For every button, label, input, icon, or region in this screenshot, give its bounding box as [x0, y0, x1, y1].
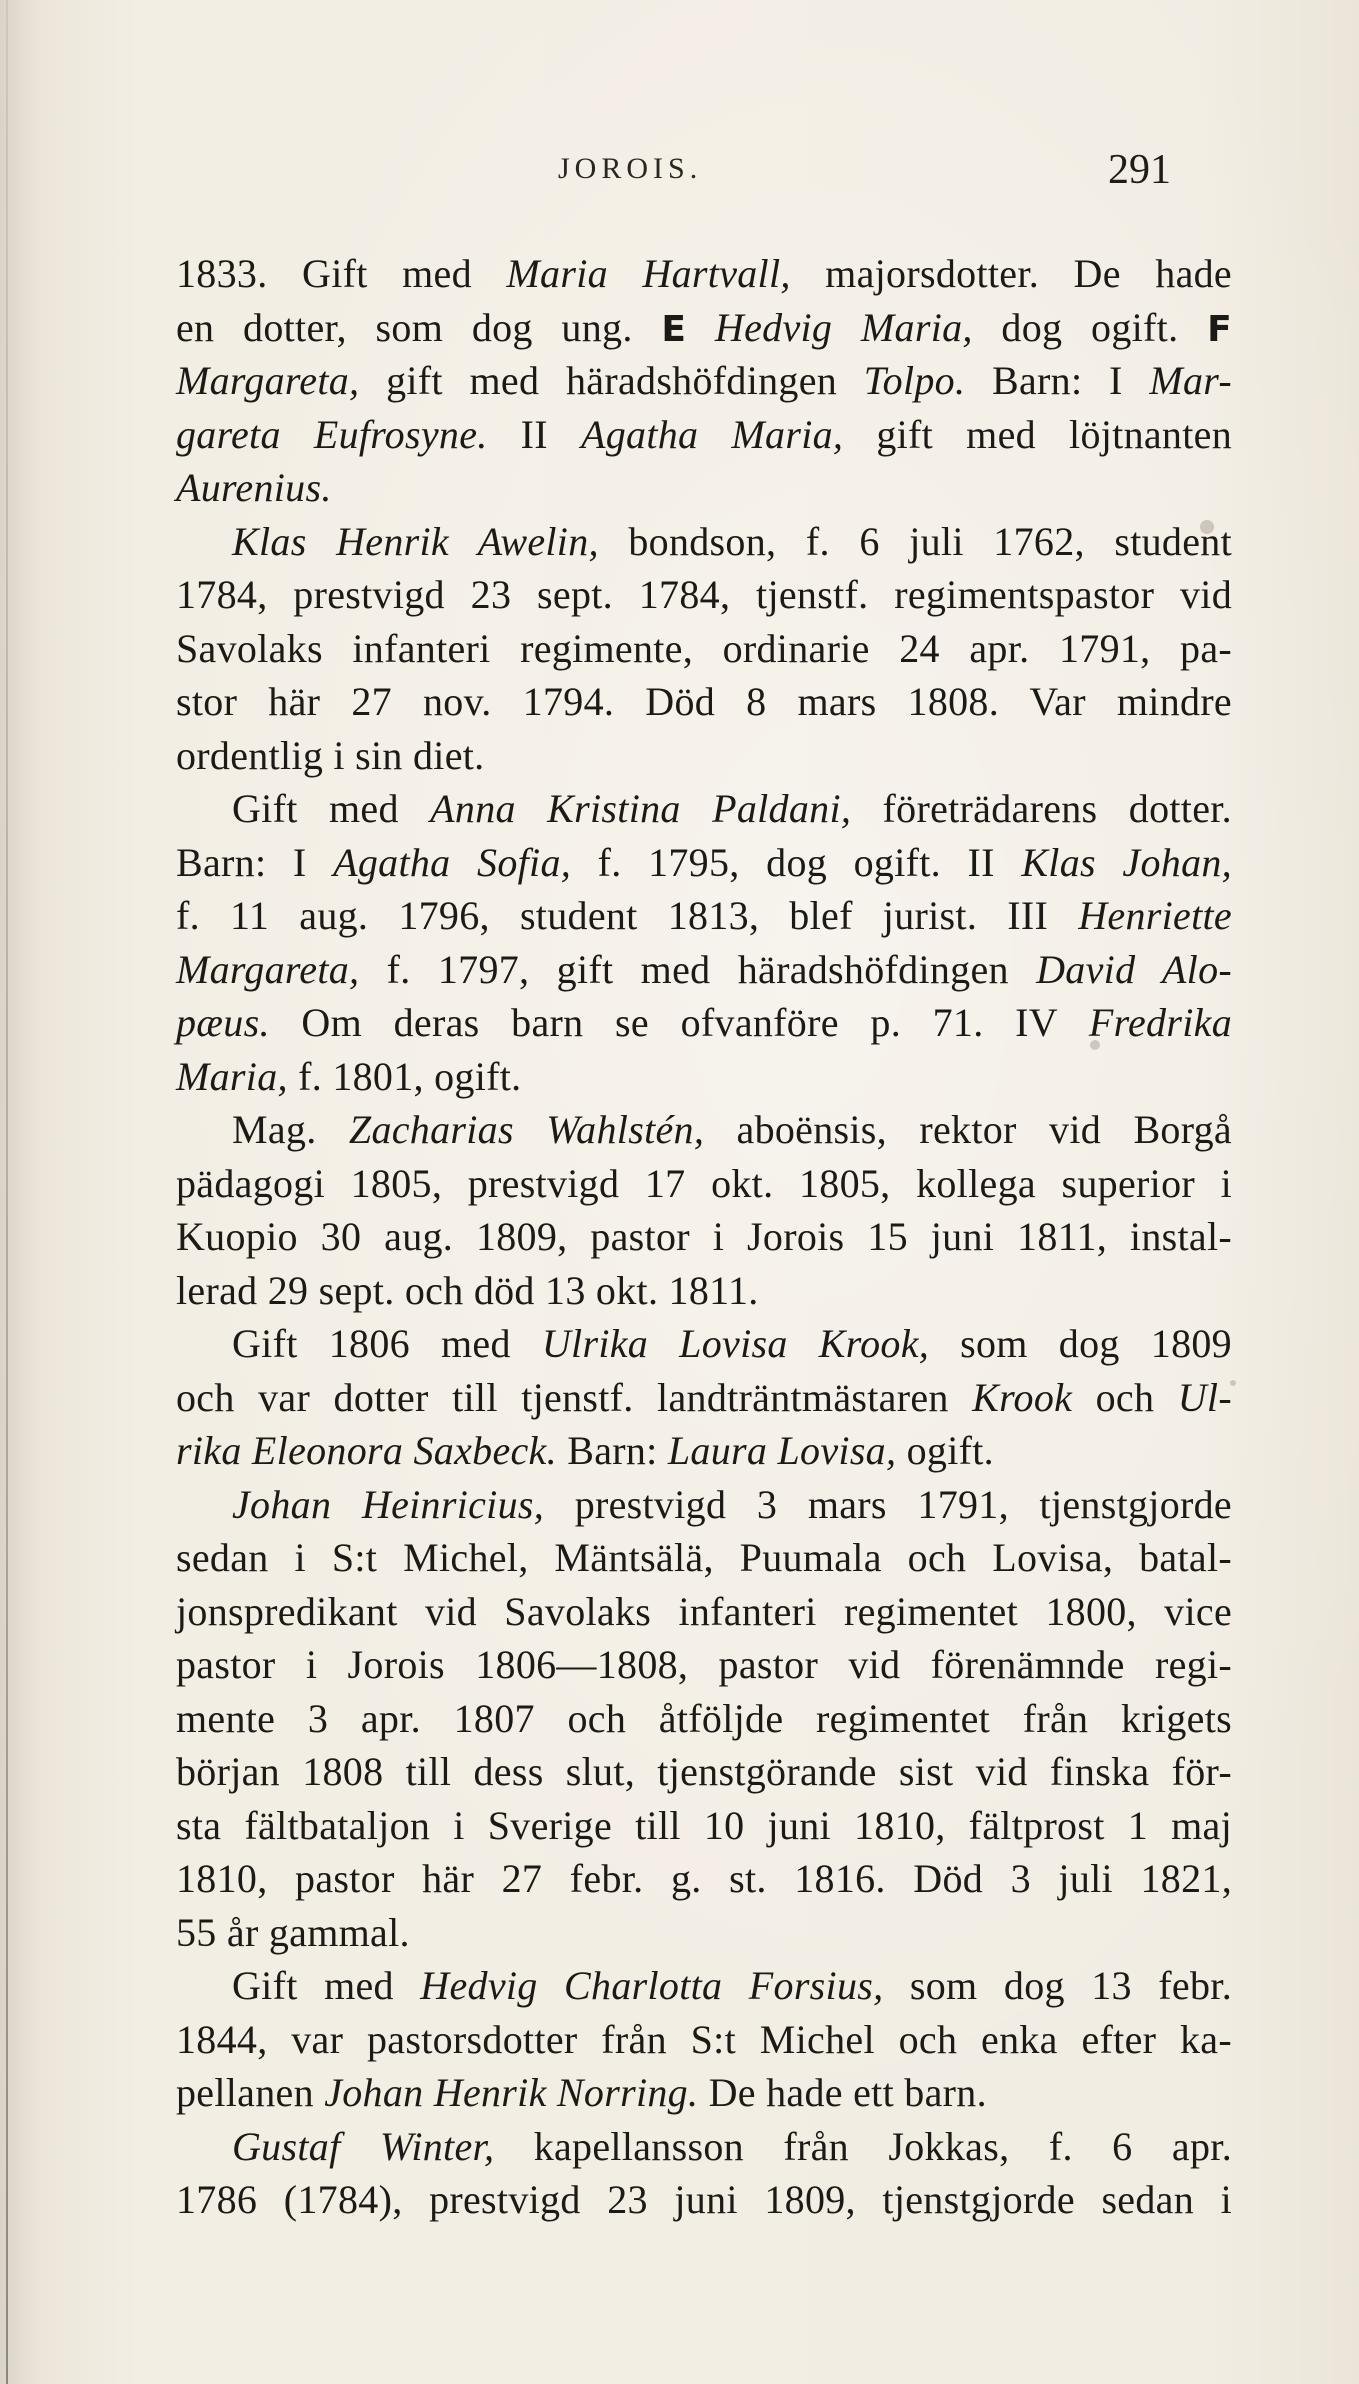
text-segment: f. 1797, gift med häradshöfdingen [359, 946, 1037, 992]
running-head: JOROIS. [558, 152, 703, 185]
text-line [176, 1692, 1232, 1746]
paper-speck [1200, 520, 1214, 534]
text-segment: pädagogi 1805, prestvigd 17 okt. 1805, kollega superior i [176, 1160, 1232, 1206]
italic-name: Tolpo. [863, 358, 966, 403]
text-line [176, 2173, 1232, 2227]
text-segment: ogift. [896, 1428, 994, 1473]
text-segment: f. 1801, ogift. [287, 1053, 522, 1099]
text-segment: f. 1795, dog ogift. II [571, 839, 1022, 885]
text-line [176, 996, 1232, 1050]
text-line [176, 1906, 1232, 1960]
italic-name: Aurenius. [176, 465, 332, 510]
text-segment: II [487, 411, 581, 457]
text-segment: mente 3 apr. 1807 och åtföljde regimentet från krigets [176, 1695, 1232, 1741]
text-segment: och [1072, 1374, 1178, 1420]
text-line [176, 622, 1232, 676]
italic-name: Maria, [176, 1053, 288, 1099]
text-line [176, 408, 1232, 462]
italic-name: Ul- [1177, 1374, 1232, 1420]
text-line [176, 1959, 1232, 2013]
italic-name: Mar- [1149, 358, 1232, 403]
text-line [176, 729, 1232, 783]
text-segment: 1786 (1784), prestvigd 23 juni 1809, tjenstgjorde sedan i [176, 2177, 1232, 2222]
italic-name: Hedvig Charlotta Forsius, [420, 1963, 884, 2008]
text-segment: gift med häradshöfdingen [359, 358, 864, 403]
text-segment: 1784, prestvigd 23 sept. 1784, tjenstf. regimentspastor vid [176, 572, 1232, 617]
text-segment: jonspredikant vid Savolaks infanteri regimentet 1800, vice [176, 1588, 1232, 1634]
italic-name: Margareta, [176, 358, 360, 403]
text-segment: 1810, pastor här 27 febr. g. st. 1816. Död 3 juli 1821, [176, 1856, 1232, 1901]
italic-name: Klas Henrik Awelin, [232, 518, 599, 564]
text-line [176, 1799, 1232, 1853]
italic-name: rika Eleonora Saxbeck. [176, 1428, 557, 1473]
italic-name: Agatha Maria, [580, 411, 844, 457]
italic-name: Henriette [1078, 893, 1232, 938]
text-line [176, 1531, 1232, 1585]
text-line [176, 568, 1232, 622]
text-segment: 55 år gammal. [176, 1909, 410, 1955]
italic-name: Ulrika Lovisa Krook, [541, 1321, 930, 1366]
body-text [176, 247, 1232, 2227]
text-segment: De hade ett barn. [698, 2070, 987, 2115]
italic-name: pæus. [176, 1000, 270, 1045]
letter-marker: F [1207, 308, 1232, 350]
text-segment: som dog 1809 [929, 1321, 1232, 1366]
italic-name: Maria Hartvall, [506, 251, 791, 296]
text-line [176, 1317, 1232, 1371]
text-segment: pellanen [176, 2070, 325, 2115]
page-number: 291 [1108, 147, 1171, 193]
text-line [176, 1424, 1232, 1478]
text-segment: 1833. Gift med [176, 251, 507, 296]
text-line [176, 354, 1232, 408]
text-line [176, 1745, 1232, 1799]
italic-name: Agatha Sofia, [333, 839, 572, 885]
text-line [176, 301, 1232, 355]
text-line [176, 1050, 1232, 1104]
text-line [176, 515, 1232, 569]
text-line [176, 943, 1232, 997]
text-line [176, 1157, 1232, 1211]
text-segment: gift med löjtnanten [843, 411, 1232, 457]
italic-name: Gustaf Winter, [232, 2123, 495, 2169]
text-segment: lerad 29 sept. och död 13 okt. 1811. [176, 1267, 759, 1313]
italic-name: Hedvig Maria, [714, 304, 973, 350]
text-segment: Gift 1806 med [232, 1321, 542, 1366]
text-line [176, 782, 1232, 836]
text-segment: stor här 27 nov. 1794. Död 8 mars 1808. Var mindre [176, 679, 1232, 724]
text-segment: Gift med [232, 786, 431, 831]
text-segment: aboënsis, rektor vid Borgå [704, 1107, 1232, 1152]
italic-name: Johan Heinricius, [232, 1481, 545, 1527]
text-line [176, 1210, 1232, 1264]
text-segment: en dotter, som dog ung. [176, 304, 662, 350]
text-line [176, 1585, 1232, 1639]
text-line [176, 2120, 1232, 2174]
italic-name: gareta Eufrosyne. [176, 411, 488, 457]
text-line [176, 889, 1232, 943]
text-line [176, 1264, 1232, 1318]
letter-marker: E [661, 308, 687, 350]
text-segment: pastor i Jorois 1806—1808, pastor vid förenämnde regi- [176, 1642, 1232, 1687]
page-header [0, 147, 1359, 200]
text-segment: Barn: I [176, 839, 334, 885]
text-segment: prestvigd 3 mars 1791, tjenstgjorde [544, 1481, 1232, 1527]
text-segment: f. 11 aug. 1796, student 1813, blef jurist. III [176, 893, 1079, 938]
text-segment: Om deras barn se ofvanföre p. 71. IV [269, 1000, 1089, 1045]
paper-speck [1230, 1380, 1236, 1386]
text-segment: dog ogift. [972, 304, 1208, 350]
text-segment: sta fältbataljon i Sverige till 10 juni 1810, fältprost 1 maj [176, 1802, 1232, 1848]
text-line [176, 1478, 1232, 1532]
italic-name: Klas Johan, [1021, 839, 1232, 885]
text-segment: sedan i S:t Michel, Mäntsälä, Puumala och Lovisa, batal- [176, 1535, 1232, 1580]
text-segment: majorsdotter. De hade [790, 251, 1232, 296]
text-line [176, 461, 1232, 515]
italic-name: Anna Kristina Paldani, [430, 786, 852, 831]
text-line [176, 2066, 1232, 2120]
text-line [176, 675, 1232, 729]
text-segment: ordentlig i sin diet. [176, 732, 485, 778]
text-segment: och var dotter till tjenstf. landträntmästaren [176, 1374, 973, 1420]
italic-name: Laura Lovisa, [667, 1428, 897, 1473]
text-segment: företrädarens dotter. [851, 786, 1232, 831]
text-segment: kapellansson från Jokkas, f. 6 apr. [494, 2123, 1232, 2169]
page-gutter-shadow [6, 0, 8, 2384]
paper-speck [1090, 1040, 1100, 1050]
text-segment: 1844, var pastorsdotter från S:t Michel och enka efter ka- [176, 2016, 1232, 2062]
text-segment: bondson, f. 6 juli 1762, student [598, 518, 1232, 564]
text-segment [686, 305, 715, 350]
italic-name: Krook [972, 1374, 1073, 1420]
italic-name: David Alo- [1036, 946, 1232, 992]
text-segment: början 1808 till dess slut, tjenstgörande sist vid finska för- [176, 1749, 1232, 1794]
text-line [176, 1103, 1232, 1157]
text-segment: Gift med [232, 1963, 421, 2008]
text-segment: Barn: I [965, 358, 1150, 403]
text-line [176, 247, 1232, 301]
text-line [176, 2013, 1232, 2067]
text-line [176, 1371, 1232, 1425]
text-line [176, 1852, 1232, 1906]
text-segment: Barn: [556, 1428, 668, 1473]
italic-name: Johan Henrik Norring. [324, 2070, 699, 2115]
text-line [176, 836, 1232, 890]
text-segment: Kuopio 30 aug. 1809, pastor i Jorois 15 juni 1811, instal- [176, 1214, 1232, 1259]
italic-name: Fredrika [1088, 1000, 1232, 1045]
text-segment: Savolaks infanteri regimente, ordinarie 24 apr. 1791, pa- [176, 625, 1232, 671]
text-line [176, 1638, 1232, 1692]
italic-name: Zacharias Wahlstén, [348, 1107, 705, 1152]
text-segment: som dog 13 febr. [883, 1963, 1232, 2008]
italic-name: Margareta, [176, 946, 360, 992]
text-segment: Mag. [232, 1107, 349, 1152]
